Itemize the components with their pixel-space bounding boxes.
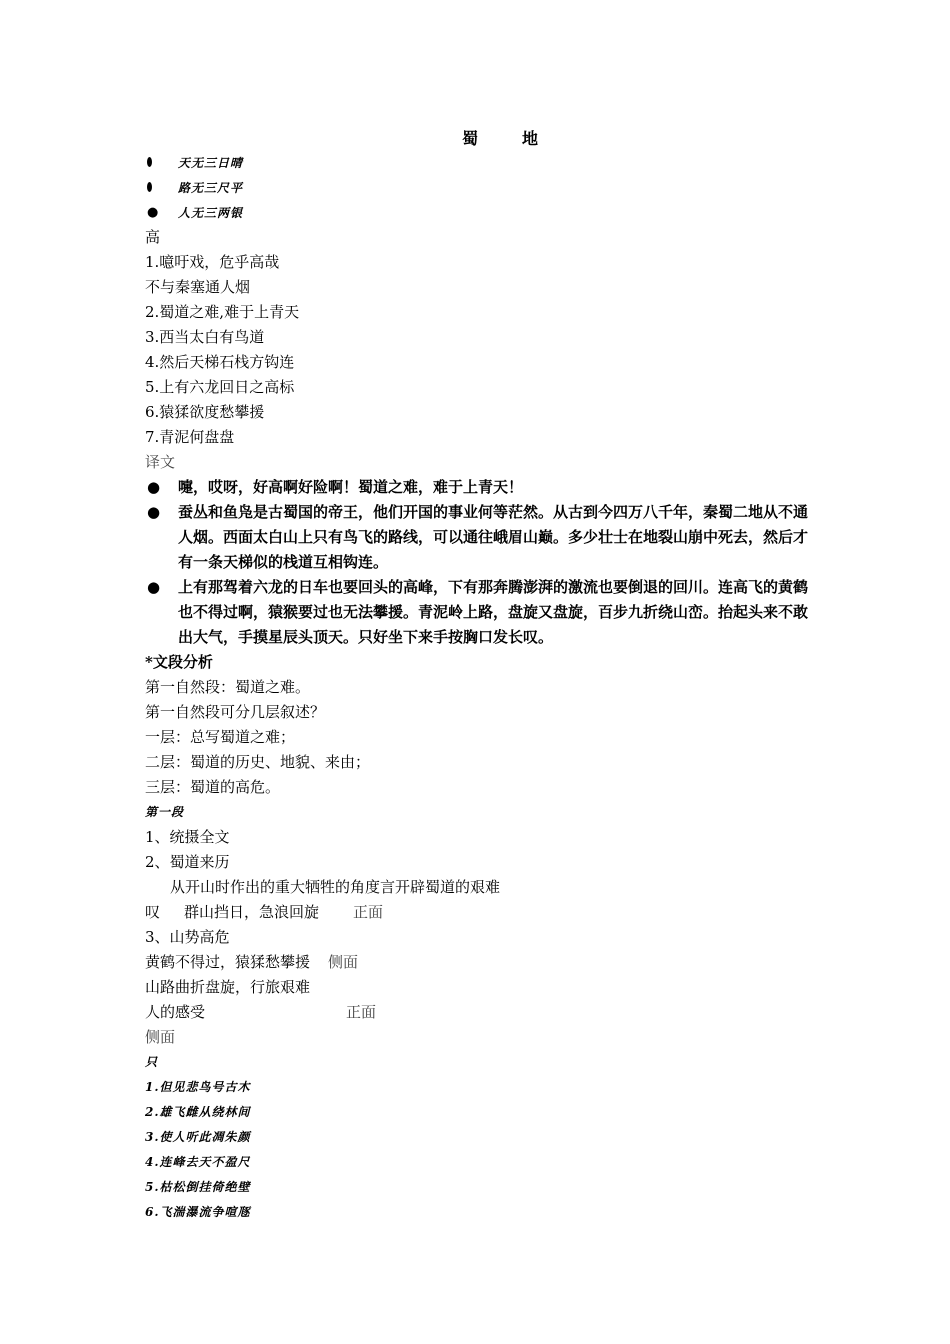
analysis-line: 第一自然段可分几层叙述？ (145, 703, 326, 721)
list-item: 1.但见悲鸟号古木 (145, 1080, 251, 1094)
list-item: 3.使人听此凋朱颜 (145, 1130, 251, 1144)
list-item: ● 人无三两银 (145, 200, 815, 225)
sigh-row (145, 900, 815, 925)
list-item: 路无三尺平 (145, 175, 815, 200)
list-item: 5.枯松倒挂倚绝壁 (145, 1180, 251, 1194)
outline-item: 1、统摄全文 (145, 828, 230, 846)
outline-row: 人的感受 正面 (145, 1000, 815, 1025)
analysis-line: 三层：蜀道的高危。 (145, 778, 281, 796)
outline-detail: 从开山时作出的重大牺牲的角度言开辟蜀道的艰难 (170, 878, 501, 896)
analysis-line: 二层：蜀道的历史、地貌、来由； (145, 753, 371, 771)
bullet-icon: ● (147, 478, 161, 496)
text-line: 7.青泥何盘盘 (145, 428, 235, 446)
analysis-line: 一层：总写蜀道之难； (145, 728, 296, 746)
sigh-word: 叹 (145, 903, 161, 921)
title-part-1: 蜀 (461, 129, 478, 148)
list-item: 6.飞湍瀑流争喧豗 (145, 1205, 251, 1219)
text-line: 3.西当太白有鸟道 (145, 328, 265, 346)
list-item: 2.雄飞雌从绕林间 (145, 1105, 251, 1119)
title-part-2: 地 (522, 129, 539, 148)
annotation-note: 正面 (346, 1003, 377, 1021)
annotation-note: 侧面 (328, 953, 359, 971)
outline-row: 山路曲折盘旋，行旅艰难 (145, 978, 311, 996)
translation-paragraph: ● 嚏，哎呀，好高啊好险啊！蜀道之难，难于上青天！ (145, 475, 815, 500)
list-item: 4.连峰去天不盈尺 (145, 1155, 251, 1169)
bullet-icon: ● (147, 578, 161, 596)
text-line: 不与秦塞通人烟 (145, 278, 251, 296)
outline-row: 侧面 (145, 1028, 176, 1046)
analysis-heading: *文段分析 (145, 653, 213, 671)
text-line: 4.然后天梯石栈方钩连 (145, 353, 295, 371)
section-heading: 第一段 (145, 805, 185, 819)
text-line: 6.猿猱欲度愁攀援 (145, 403, 265, 421)
text-line: 1.噫吁戏，危乎高哉 (145, 253, 280, 271)
translation-paragraph: ● 蚕丛和鱼凫是古蜀国的帝王，他们开国的事业何等茫然。从古到今四万八千年，秦蜀二地从不通人烟。西面太白山上只有鸟飞的路线，可以通往峨眉山巅。多少壮士在地裂山崩中死去，然后才有一条天梯似的栈道互相钩连。 (145, 500, 815, 575)
outline-item: 3、山势高危 (145, 928, 230, 946)
analysis-line: 第一自然段：蜀道之难。 (145, 678, 311, 696)
sigh-text: 群山挡日，急浪回旋 (184, 903, 320, 921)
page-title (0, 126, 950, 149)
list-item: 天无三日晴 (145, 150, 815, 175)
bullet-icon: ● (147, 205, 159, 220)
translation-paragraph: ● 上有那驾着六龙的日车也要回头的高峰，下有那奔腾澎湃的激流也要倒退的回川。连高飞的黄鹤也不得过啊，猿猴要过也无法攀援。青泥岭上路，盘旋又盘旋，百步九折绕山峦。抬起头来不敢出大气，手摸星辰头顶天。只好坐下来手按胸口发长叹。 (145, 575, 815, 650)
bullet-icon: ● (147, 503, 161, 521)
outline-row: 黄鹤不得过，猿猱愁攀援 侧面 (145, 950, 815, 975)
outline-item: 2、蜀道来历 (145, 853, 230, 871)
translation-label: 译文 (145, 453, 176, 471)
annotation-note: 正面 (353, 903, 384, 921)
section-heading: 只 (145, 1055, 159, 1069)
text-line: 2.蜀道之难,难于上青天 (145, 303, 300, 321)
document-body (145, 150, 815, 1225)
text-line: 高 (145, 228, 161, 246)
bullet-icon (147, 157, 152, 167)
text-line: 5.上有六龙回日之高标 (145, 378, 295, 396)
bullet-icon (147, 182, 152, 192)
